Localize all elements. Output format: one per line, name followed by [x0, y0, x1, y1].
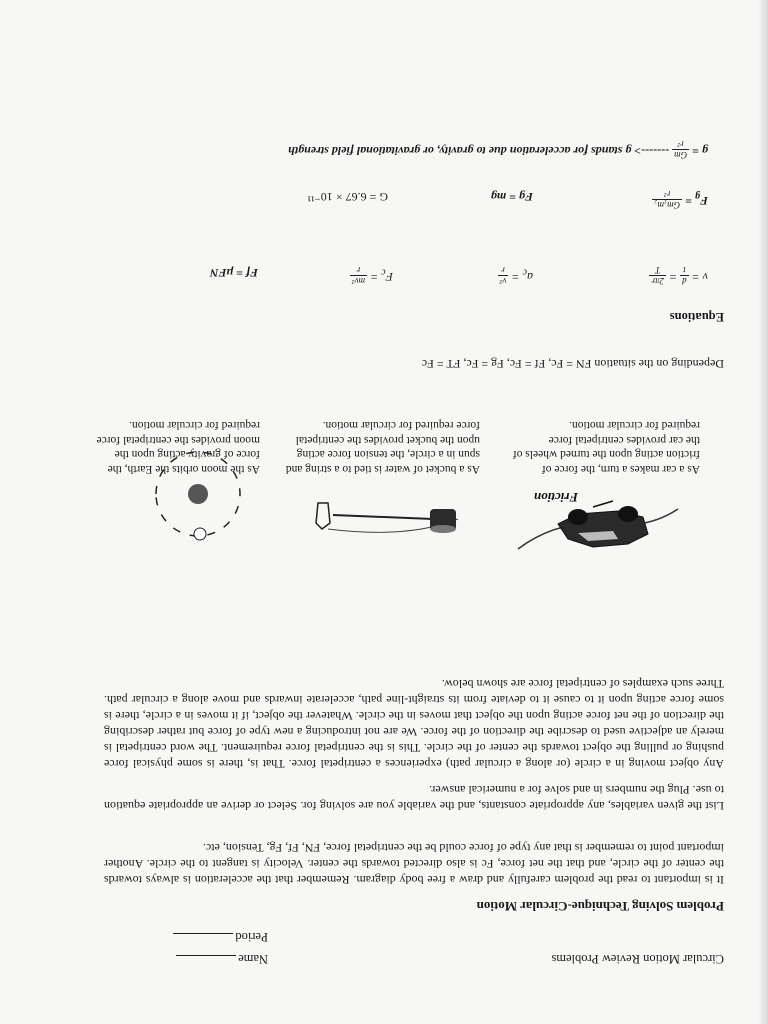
- friction-label: Friction: [533, 490, 578, 505]
- worksheet-title: Circular Motion Review Problems: [551, 952, 724, 966]
- hand: [316, 503, 330, 529]
- paragraph-centripetal-force: Any object moving in a circle (or along a circular path) experiences a centripetal force. That is, there is some physical force pushing or pulling the object towards the center of the circle. This is the centripetal force requirement. The word centripetal is merely an adjective used to describe the direction of the force. We are not introducing a new type of force but rather describing the direction of the net force acting upon the object that moves in the circle. Whatever the object, if it moves in a circle, there is some force acting upon it to cause it to deviate from its straight-line path, accelerate inwards and move along a circular path. Three such examples of centripetal force are shown below.: [104, 677, 724, 771]
- equation-gravitational-force: $F_g$ = Gm₁m₂ r²: [654, 189, 708, 210]
- period-blank: [173, 933, 233, 934]
- car-friction-figure: [508, 479, 688, 569]
- caption-moon-gravity: As the moon orbits the Earth, the force of gravity acting upon the moon provides the centripetal force required for circular motion.: [96, 419, 260, 475]
- period-label: Period: [235, 930, 268, 944]
- depending-line: Depending on the situation FN = Fc, Ff = Fc, Fg = Fc, FT = Fc: [421, 357, 724, 371]
- equation-velocity: v = d t = 2πr T: [651, 265, 708, 286]
- name-label: Name: [238, 952, 268, 966]
- earth: [188, 484, 208, 504]
- car-wheel-rear: [618, 506, 638, 522]
- string-line: [333, 515, 433, 519]
- car-wheel-front: [568, 509, 588, 525]
- equation-field-strength: g = Gm r² -------> g stands for acceleration due to gravity, or gravitational field strength: [288, 139, 708, 160]
- bucket-string-figure: [298, 479, 468, 559]
- gravitational-constant: G = 6.67 × 10⁻¹¹: [307, 190, 388, 204]
- period-field: [173, 929, 268, 944]
- equation-centripetal-force: $F_c$ = mv² r: [351, 265, 393, 286]
- friction-arrow: [593, 501, 613, 507]
- page-edge-shadow: [758, 0, 768, 1024]
- caption-car-friction: As a car makes a turn, the force of friction acting upon the turned wheels of the car provides centripetal force required for circular motion.: [512, 419, 700, 475]
- equation-friction: Ff = μFN: [209, 266, 258, 280]
- equation-centripetal-acceleration: $a_c$ = v² r: [499, 265, 533, 286]
- caption-bucket-tension: As a bucket of water is tied to a string and spun in a circle, the tension force acting upon the bucket provides the centripetal force required for circular motion.: [285, 419, 480, 475]
- name-field: [176, 951, 268, 966]
- equation-weight: Fg = mg: [490, 190, 533, 204]
- paragraph-free-body: It is important to read the problem carefully and draw a free body diagram. Remember that the acceleration is always towards the center of the circle, and that the net force, Fc is also directed towards the center. Velocity is tangent to the circle. Another important point to remember is that any type of force could be the centripetal force, FN, Ff, Fg, Tension, etc.: [104, 841, 724, 887]
- name-blank: [176, 955, 236, 956]
- moon: [194, 528, 206, 540]
- bucket-rim: [430, 525, 456, 533]
- section-heading: Problem Solving Technique-Circular Motion: [476, 899, 724, 914]
- equations-heading: Equations: [669, 310, 724, 324]
- paragraph-given-variables: List the given variables, any appropriate constants, and the variable you are solving for. Select or derive an appropriate equation to use. Plug the numbers in and solve for a numerical answer.: [104, 783, 724, 813]
